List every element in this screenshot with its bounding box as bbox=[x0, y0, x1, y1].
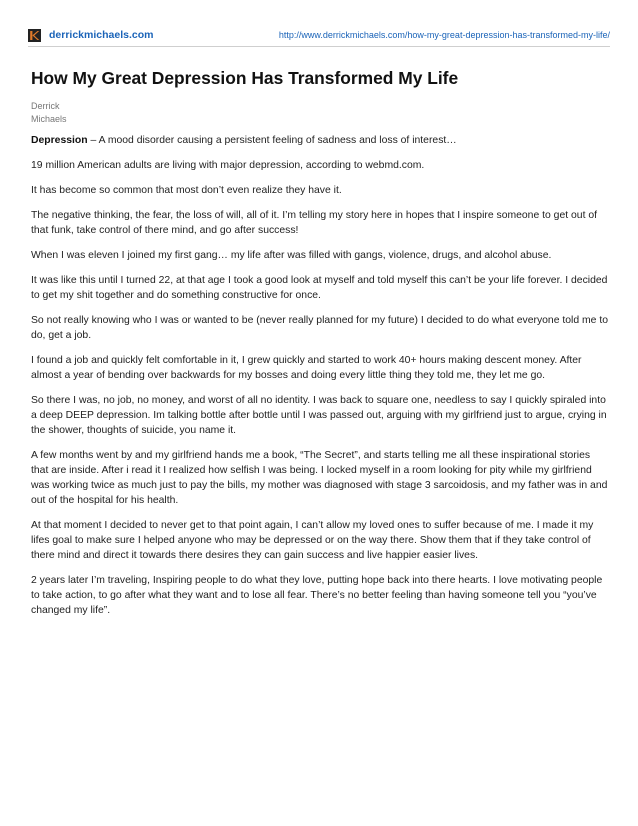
article-container bbox=[31, 67, 610, 628]
page-url-link[interactable]: http://www.derrickmichaels.com/how-my-great-depression-has-transformed-my-life/ bbox=[278, 30, 610, 40]
article-paragraph: The negative thinking, the fear, the loss of will, all of it. I’m telling my story here in hopes that I inspire someone to get out of that funk, take control of there mind, and go after success! bbox=[31, 210, 598, 236]
article-paragraph: 2 years later I’m traveling, Inspiring people to do what they love, putting hope back into there hearts. I love motivating people to take action, to go after what they want and to lose all fear. There’s no better feeling than having someone tell you “you’ve changed my life”. bbox=[31, 575, 603, 616]
definition-text: – A mood disorder causing a persistent feeling of sadness and loss of interest… bbox=[87, 135, 457, 146]
article-paragraph: 19 million American adults are living with major depression, according to webmd.com. bbox=[31, 160, 425, 171]
k-logo-icon bbox=[28, 29, 41, 42]
article-author: Derrick Michaels bbox=[31, 101, 67, 124]
definition-term: Depression bbox=[31, 135, 88, 146]
article-paragraph: It was like this until I turned 22, at that age I took a good look at myself and told myself this can’t be your life forever. I decided to get my shit together and do something constructive for once. bbox=[31, 275, 608, 301]
article-paragraph: So not really knowing who I was or wanted to be (never really planned for my future) I decided to do what everyone told me to do, get a job. bbox=[31, 315, 608, 341]
article-paragraph: I found a job and quickly felt comfortable in it, I grew quickly and started to work 40+ hours making descent money. After almost a year of bending over backwards for my bosses and doing every little thing they told me, they let me go. bbox=[31, 355, 582, 381]
article-paragraph: It has become so common that most don’t even realize they have it. bbox=[31, 185, 342, 196]
article-title: How My Great Depression Has Transformed My Life bbox=[31, 68, 459, 88]
k-logo-graphic bbox=[28, 29, 41, 42]
definition-paragraph bbox=[31, 133, 610, 148]
article-paragraph: A few months went by and my girlfriend hands me a book, “The Secret”, and starts telling me all these inspirational stories that are inside. After i read it I realized how selfish I was being. I locked myself in a room looking for pity while my girlfriend was working twice as much just to pay the bills, my mother was diagnosed with stage 3 sarcoidosis, and my father was in and out of the hospital for his health. bbox=[31, 450, 608, 506]
article-body bbox=[31, 133, 610, 618]
article-paragraph: So there I was, no job, no money, and worst of all no identity. I was back to square one, needless to say I quickly spiraled into a deep DEEP depression. Im talking bottle after bottle until I was passed out, arguing with my girlfriend just to argue, crying in the shower, thoughts of suicide, you name it. bbox=[31, 395, 607, 436]
site-brand bbox=[28, 29, 153, 42]
article-paragraph: When I was eleven I joined my first gang… my life after was filled with gangs, violence, drugs, and alcohol abuse. bbox=[31, 250, 552, 261]
site-name-link[interactable]: derrickmichaels.com bbox=[49, 29, 154, 41]
article-paragraph: At that moment I decided to never get to that point again, I can’t allow my loved ones to suffer because of me. I made it my lifes goal to make sure I helped anyone who may be depressed or on the way there. Show them that if they take control of there mind and direct it towards there desires they can gain success and live happier easier lives. bbox=[31, 520, 594, 561]
page-header bbox=[28, 27, 610, 47]
